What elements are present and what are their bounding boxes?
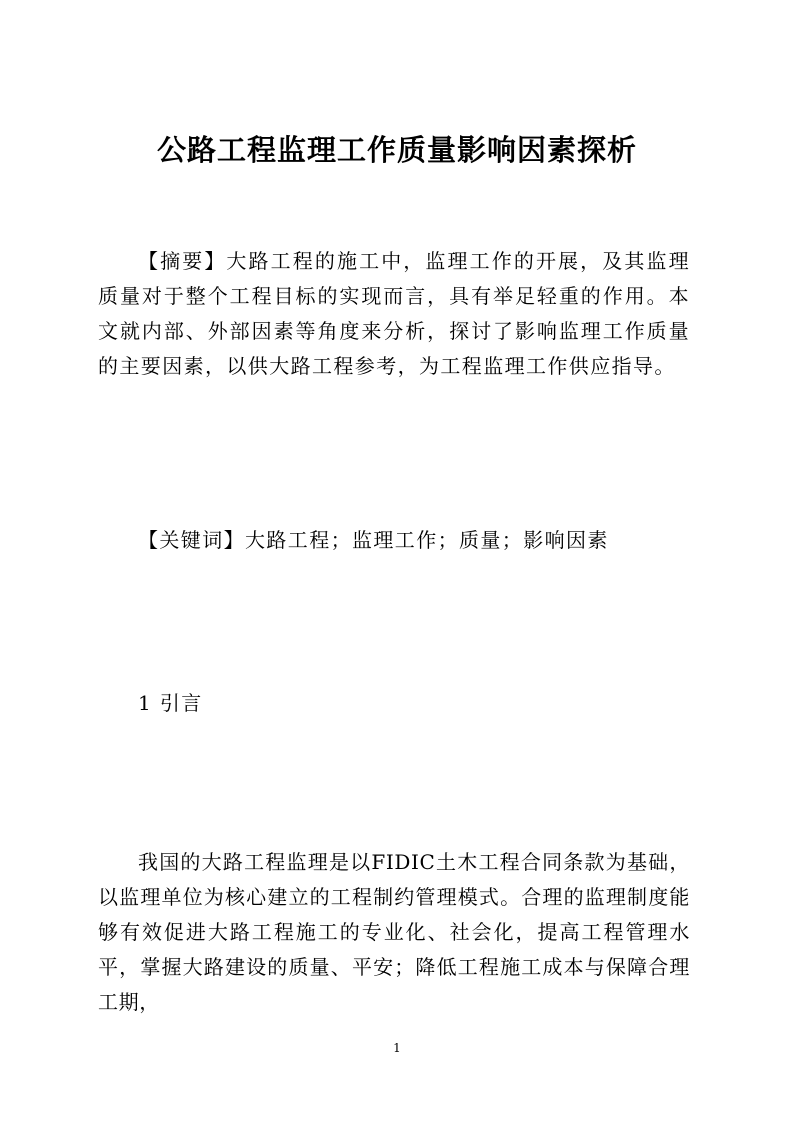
keywords-paragraph: 【关键词】大路工程；监理工作；质量；影响因素 (138, 528, 609, 552)
body-paragraph: 我国的大路工程监理是以FIDIC土木工程合同条款为基础，以监理单位为核心建立的工程制约管理模式。合理的监理制度能够有效促进大路工程施工的专业化、社会化，提高工程管理水平，掌握大路建设的质量、平安；降低工程施工成本与保障合理工期， (98, 850, 690, 1014)
document-title: 公路工程监理工作质量影响因素探析 (156, 133, 637, 167)
abstract-paragraph: 【摘要】大路工程的施工中，监理工作的开展，及其监理质量对于整个工程目标的实现而言，具有举足轻重的作用。本文就内部、外部因素等角度来分析，探讨了影响监理工作质量的主要因素，以供大路工程参考，为工程监理工作供应指导。 (98, 249, 690, 378)
page-number: 1 (393, 1041, 401, 1055)
section-heading: 1 引言 (138, 691, 203, 715)
